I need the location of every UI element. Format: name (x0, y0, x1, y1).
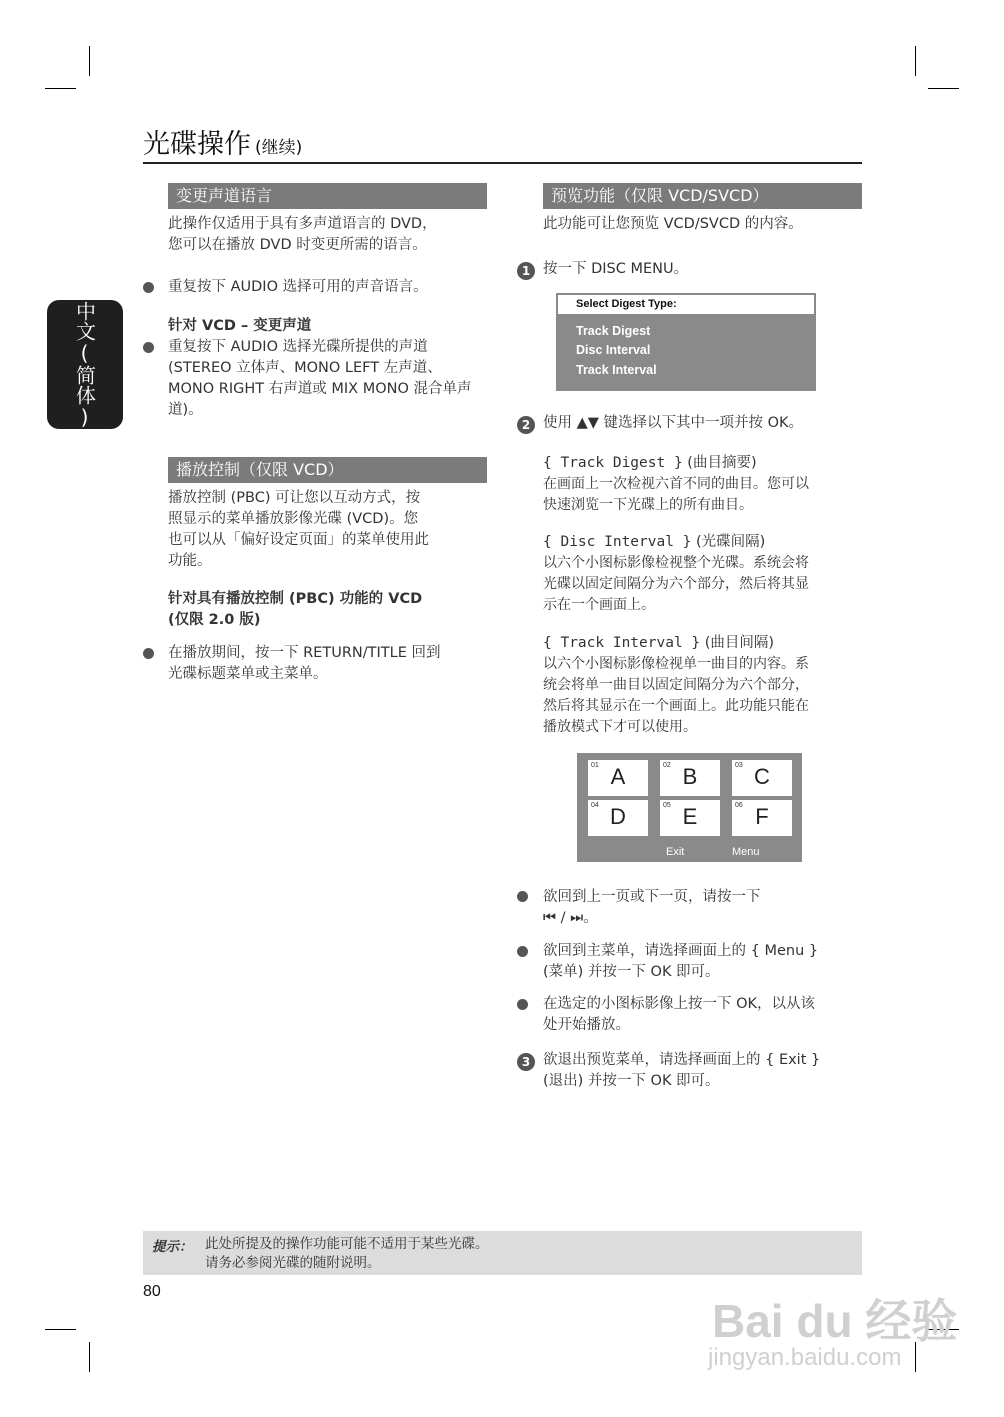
page-number: 80 (143, 1283, 161, 1300)
thumbnail: 06 F (732, 800, 792, 836)
option-description: 以六个小图标影像检视整个光碟。系统会将 光碟以固定间隔分为六个部分，然后将其显 示在一个画面上。 (543, 555, 809, 613)
thumbnail: 03 C (732, 760, 792, 796)
sub-heading: 针对 VCD – 变更声道 (168, 318, 312, 334)
section-heading-playback-control: 播放控制（仅限 VCD） (168, 457, 487, 483)
bullet-text: 欲回到上一页或下一页，请按一下 ⏮ / ⏭。 (543, 889, 761, 926)
thumbnail: 02 B (660, 760, 720, 796)
watermark-brand: Bai du 经验 (712, 1295, 958, 1347)
step-text: 使用 ▲▼ 键选择以下其中一项并按 OK。 (543, 415, 804, 431)
option-title: { Disc Interval } (光碟间隔) (543, 534, 766, 550)
step-number-3: 3 (517, 1053, 535, 1071)
tip-text: 此处所提及的操作功能可能不适用于某些光碟。 请务必参阅光碟的随附说明。 (205, 1236, 489, 1271)
crop-mark (89, 1342, 90, 1372)
crop-mark (45, 88, 76, 89)
crop-mark (45, 1329, 76, 1330)
thumbnail: 04 D (588, 800, 648, 836)
option-description: 在画面上一次检视六首不同的曲目。您可以 快速浏览一下光碟上的所有曲目。 (543, 476, 809, 513)
digest-option: Track Interval (576, 363, 657, 377)
digest-menu-header: Select Digest Type: (558, 295, 814, 314)
bullet-icon (143, 282, 154, 293)
crop-mark (89, 46, 90, 76)
crop-mark (928, 88, 959, 89)
bullet-icon (517, 999, 528, 1010)
section-intro: 此操作仅适用于具有多声道语言的 DVD， 您可以在播放 DVD 时变更所需的语言。 (168, 216, 437, 253)
bullet-text: 欲回到主菜单，请选择画面上的 { Menu } (菜单) 并按一下 OK 即可。 (543, 943, 819, 980)
bullet-icon (517, 891, 528, 902)
bullet-icon (517, 946, 528, 957)
tip-label: 提示： (152, 1239, 193, 1255)
section-intro: 此功能可让您预览 VCD/SVCD 的内容。 (543, 216, 803, 232)
thumbnail: 01 A (588, 760, 648, 796)
section-intro: 播放控制 (PBC) 可让您以互动方式，按 照显示的菜单播放影像光碟 (VCD)。您 也可以从「偏好设定页面」的菜单使用此 功能。 (168, 490, 429, 569)
title-rule (143, 162, 862, 164)
thumbnail: 05 E (660, 800, 720, 836)
digest-option: Track Digest (576, 324, 651, 338)
page-title-main: 光碟操作 (143, 129, 251, 160)
sub-heading: 针对具有播放控制 (PBC) 功能的 VCD (仅限 2.0 版) (168, 591, 423, 628)
language-tab-label: 中文(简体) (72, 300, 97, 429)
exit-label: Exit (666, 846, 685, 858)
section-heading-audio-language: 变更声道语言 (168, 183, 487, 209)
menu-label: Menu (732, 846, 760, 858)
crop-mark (915, 46, 916, 76)
bullet-text: 在播放期间，按一下 RETURN/TITLE 回到 光碟标题菜单或主菜单。 (168, 645, 441, 682)
digest-option: Disc Interval (576, 343, 651, 357)
option-description: 以六个小图标影像检视单一曲目的内容。系 统会将单一曲目以固定间隔分为六个部分， 然后将其显示在一个画面上。此功能只能在 播放模式下才可以使用。 (543, 656, 809, 735)
bullet-text: 在选定的小图标影像上按一下 OK，以从该 处开始播放。 (543, 996, 816, 1033)
step-number-1: 1 (517, 262, 535, 280)
section-heading-preview: 预览功能（仅限 VCD/SVCD） (543, 183, 862, 209)
option-title: { Track Digest } (曲目摘要) (543, 455, 757, 471)
option-title: { Track Interval } (曲目间隔) (543, 635, 775, 651)
bullet-icon (143, 342, 154, 353)
page-title (143, 122, 302, 161)
page-title-sub: (继续) (255, 138, 303, 158)
language-tab (47, 300, 123, 429)
step-text: 欲退出预览菜单，请选择画面上的 { Exit } (退出) 并按一下 OK 即可。 (543, 1052, 821, 1089)
step-text: 按一下 DISC MENU。 (543, 261, 689, 277)
thumbnail-grid-screen (577, 753, 802, 862)
bullet-text: 重复按下 AUDIO 选择可用的声音语言。 (168, 279, 428, 295)
tip-bar (143, 1231, 862, 1275)
step-number-2: 2 (517, 416, 535, 434)
bullet-icon (143, 648, 154, 659)
digest-menu-screen (556, 293, 816, 391)
watermark-url: jingyan.baidu.com (708, 1344, 902, 1371)
bullet-text: 重复按下 AUDIO 选择光碟所提供的声道 (STEREO 立体声、MONO LEFT 左声道、 MONO RIGHT 右声道或 MIX MONO 混合单声 道)。 (168, 339, 472, 418)
